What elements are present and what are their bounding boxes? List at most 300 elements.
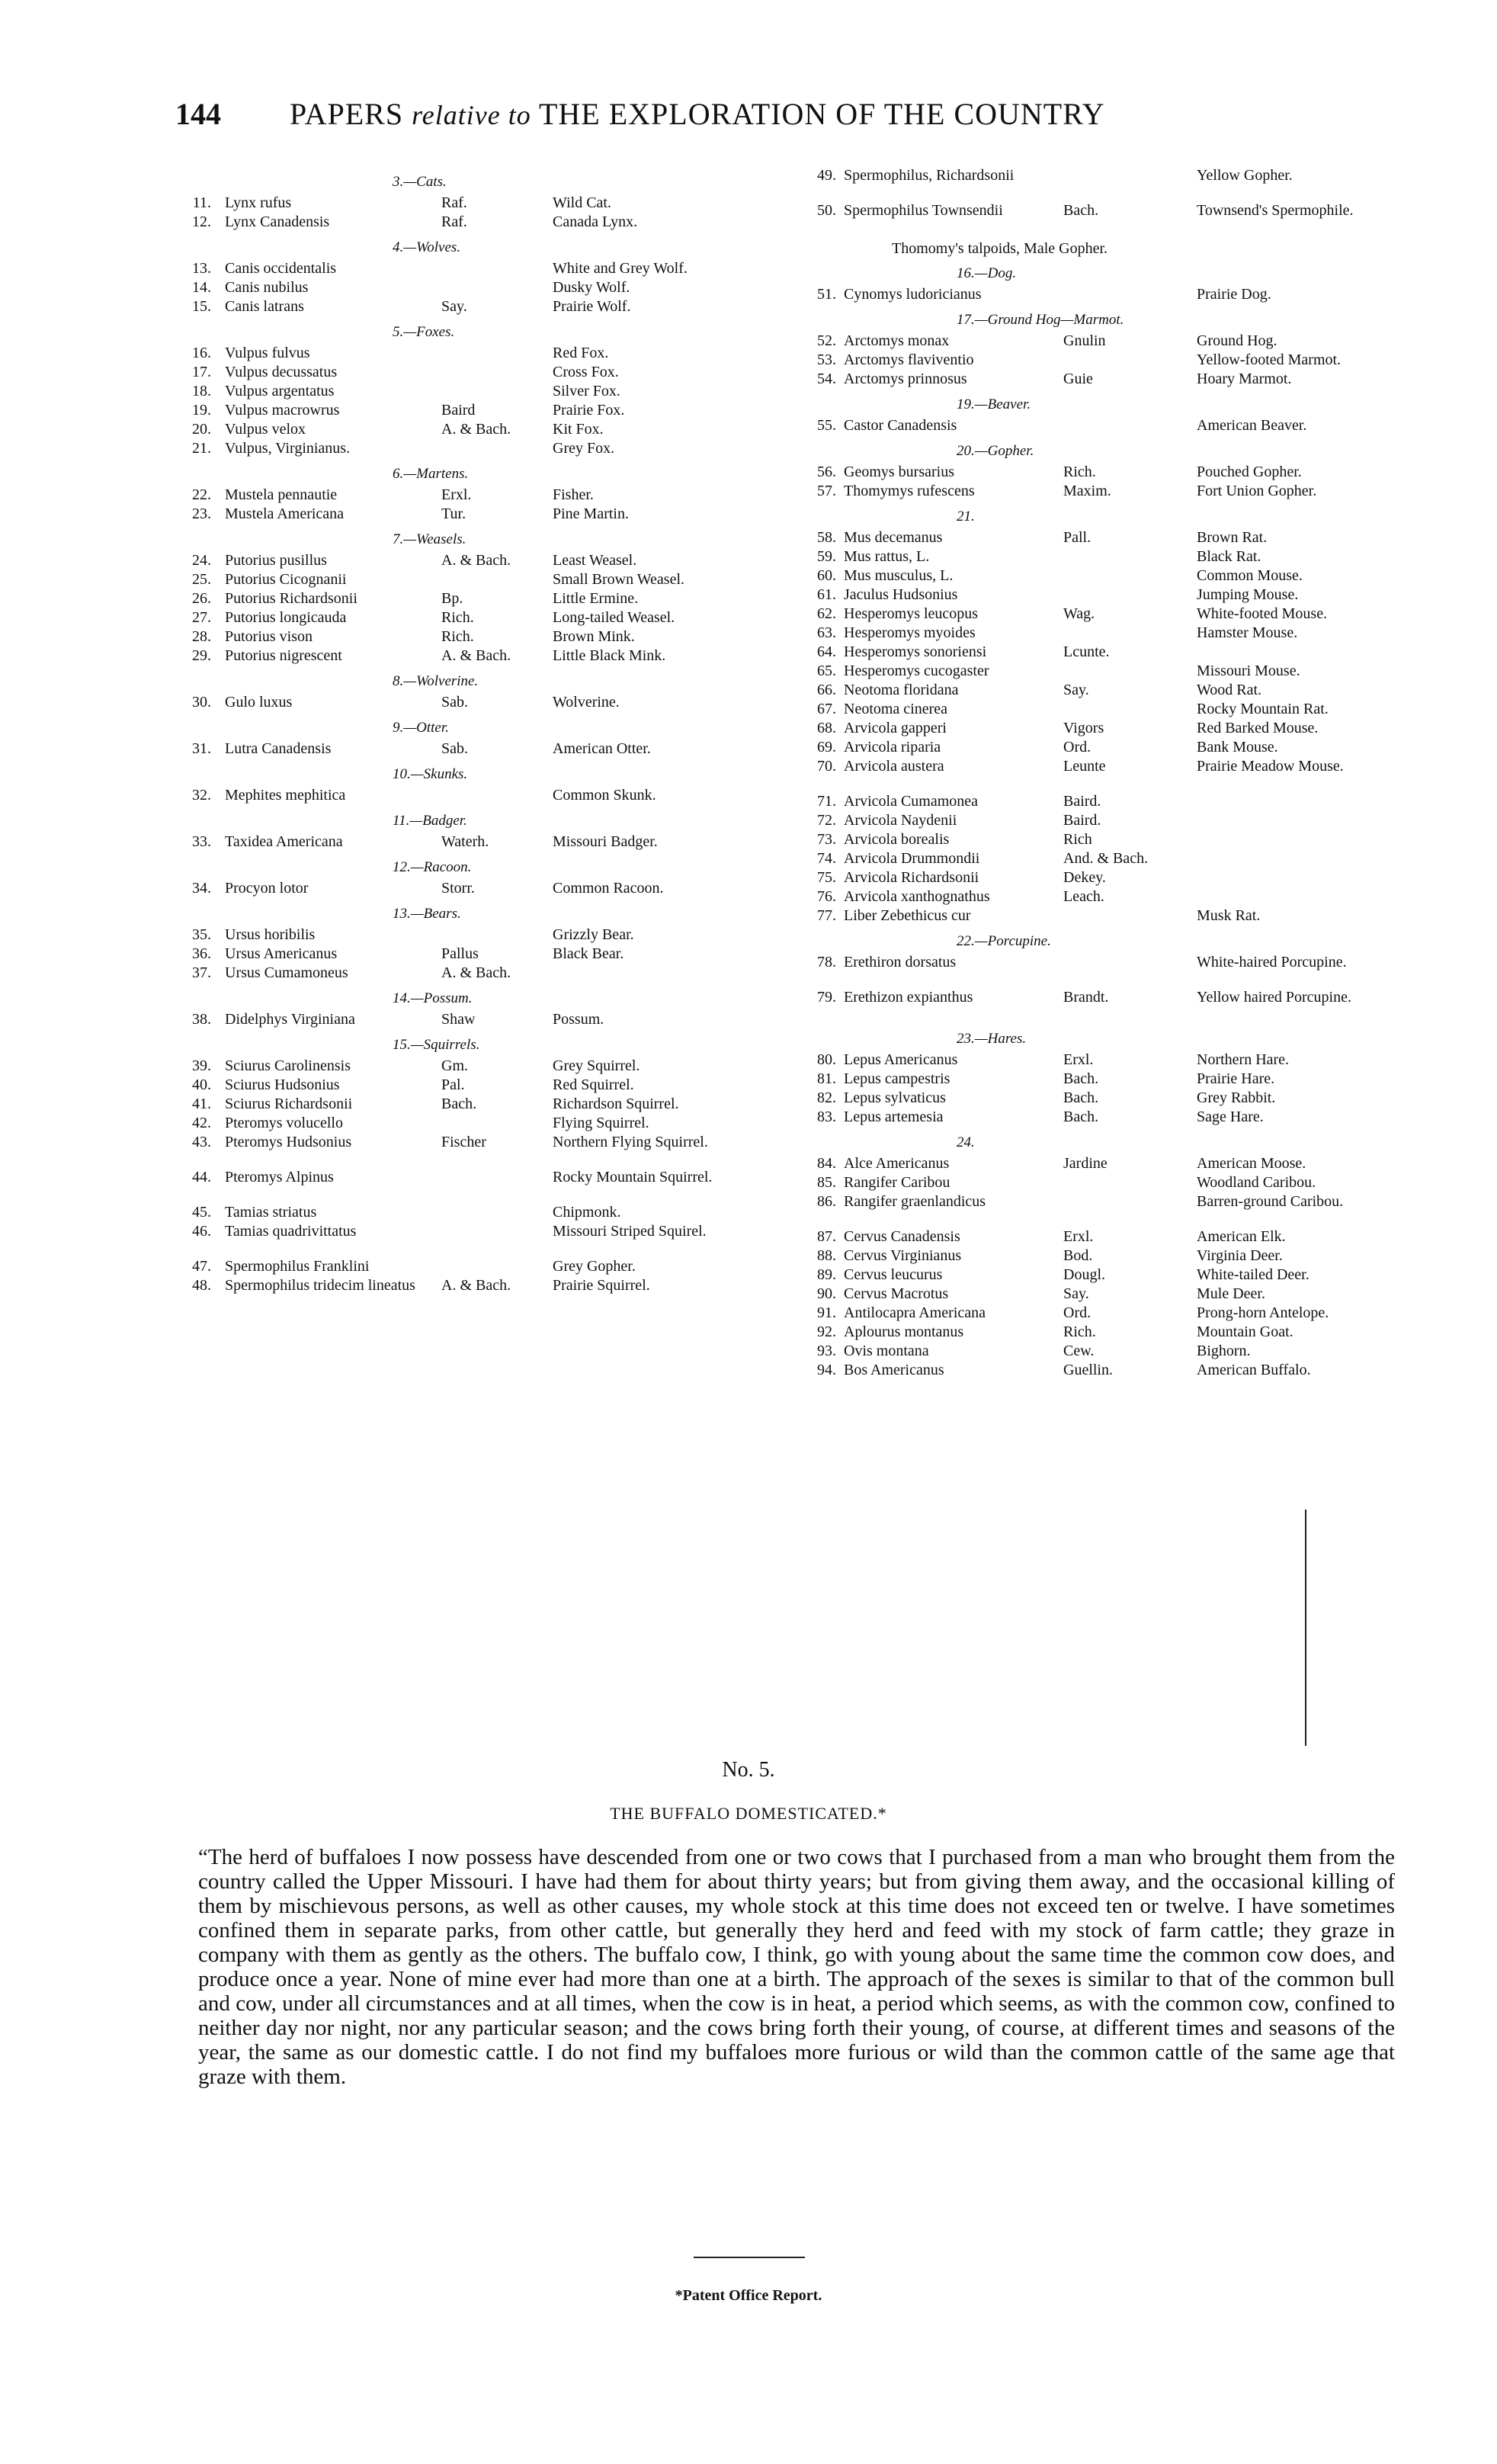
- group-heading: [171, 760, 751, 788]
- group-heading: [171, 233, 751, 261]
- group-heading: [797, 259, 1383, 287]
- species-author: Guellin.: [1063, 1362, 1113, 1378]
- species-row: [171, 1205, 751, 1224]
- species-number: 87.: [817, 1228, 836, 1245]
- species-author: Dougl.: [1063, 1266, 1105, 1283]
- species-row: [797, 587, 1383, 606]
- species-author: Fischer: [441, 1134, 486, 1150]
- species-number: 60.: [817, 567, 836, 584]
- species-number: 88.: [817, 1247, 836, 1264]
- group-heading: [171, 1031, 751, 1058]
- species-number: 19.: [192, 402, 211, 419]
- species-name: Hesperomys sonoriensi: [844, 643, 987, 660]
- species-number: 17.: [192, 364, 211, 380]
- species-name: Hesperomys cucogaster: [844, 663, 989, 679]
- species-row: [797, 464, 1383, 483]
- species-row: [171, 1169, 751, 1205]
- species-row: [797, 720, 1383, 740]
- group-heading: [171, 714, 751, 741]
- species-name: Antilocapra Americana: [844, 1304, 986, 1321]
- common-name: Prairie Squirrel.: [553, 1277, 650, 1294]
- species-author: Rich.: [441, 609, 474, 626]
- species-name: Procyon lotor: [225, 880, 309, 897]
- species-number: 59.: [817, 548, 836, 565]
- species-number: 35.: [192, 926, 211, 943]
- species-number: 84.: [817, 1155, 836, 1172]
- species-number: 73.: [817, 831, 836, 848]
- species-row: [797, 1267, 1383, 1286]
- species-name: Putorius nigrescent: [225, 647, 342, 664]
- common-name: Rocky Mountain Squirrel.: [553, 1169, 713, 1185]
- group-heading: [797, 306, 1383, 333]
- group-heading-label: 4.—Wolves.: [393, 239, 461, 255]
- common-name: Bank Mouse.: [1197, 739, 1278, 756]
- species-number: 90.: [817, 1285, 836, 1302]
- species-row: [171, 553, 751, 572]
- section-title: THE BUFFALO DOMESTICATED.*: [610, 1804, 887, 1823]
- species-row: [797, 1052, 1383, 1071]
- species-name: Arvicola gapperi: [844, 720, 947, 736]
- species-row: [797, 287, 1383, 306]
- species-name: Erethiron dorsatus: [844, 954, 957, 971]
- species-number: 26.: [192, 590, 211, 607]
- species-name: Arvicola xanthognathus: [844, 888, 990, 905]
- species-author: A. & Bach.: [441, 421, 511, 438]
- species-row: [797, 333, 1383, 352]
- species-row: [797, 1229, 1383, 1248]
- species-name: Aplourus montanus: [844, 1323, 964, 1340]
- common-name: Woodland Caribou.: [1197, 1174, 1316, 1191]
- common-name: Hamster Mouse.: [1197, 624, 1298, 641]
- species-number: 25.: [192, 571, 211, 588]
- species-row: [171, 345, 751, 364]
- species-author: Raf.: [441, 194, 467, 211]
- common-name: Missouri Striped Squirel.: [553, 1223, 707, 1240]
- common-name: American Otter.: [553, 740, 651, 757]
- species-author: Erxl.: [1063, 1051, 1094, 1068]
- species-name: Mus musculus, L.: [844, 567, 954, 584]
- species-number: 47.: [192, 1258, 211, 1275]
- species-name: Neotoma floridana: [844, 682, 959, 698]
- species-number: 68.: [817, 720, 836, 736]
- common-name: Red Fox.: [553, 345, 609, 361]
- group-heading-label: 19.—Beaver.: [957, 396, 1031, 412]
- species-number: 81.: [817, 1070, 836, 1087]
- group-heading: [171, 525, 751, 553]
- group-heading-label: 11.—Badger.: [393, 813, 467, 829]
- list-note: [797, 238, 1383, 259]
- species-number: 91.: [817, 1304, 836, 1321]
- species-row: [797, 1324, 1383, 1343]
- common-name: Musk Rat.: [1197, 907, 1261, 924]
- group-heading-label: 10.—Skunks.: [393, 766, 468, 782]
- species-author: Gnulin: [1063, 332, 1106, 349]
- species-name: Arvicola borealis: [844, 831, 950, 848]
- species-row: [797, 483, 1383, 502]
- species-row: [797, 832, 1383, 851]
- species-name: Spermophilus Franklini: [225, 1258, 370, 1275]
- group-heading-label: 17.—Ground Hog—Marmot.: [957, 312, 1124, 328]
- species-name: Taxidea Americana: [225, 833, 343, 850]
- species-name: Canis nubilus: [225, 279, 309, 296]
- common-name: Yellow-footed Marmot.: [1197, 351, 1342, 368]
- species-name: Jaculus Hudsonius: [844, 586, 958, 603]
- species-name: Bos Americanus: [844, 1362, 944, 1378]
- common-name: White-tailed Deer.: [1197, 1266, 1309, 1283]
- species-row: [171, 927, 751, 946]
- species-author: Bach.: [1063, 202, 1099, 219]
- common-name: Brown Mink.: [553, 628, 635, 645]
- species-row: [171, 1058, 751, 1077]
- species-number: 93.: [817, 1343, 836, 1359]
- species-number: 43.: [192, 1134, 211, 1150]
- group-heading: [171, 900, 751, 927]
- species-name: Rangifer graenlandicus: [844, 1193, 986, 1210]
- species-name: Tamias striatus: [225, 1204, 317, 1221]
- common-name: American Beaver.: [1197, 417, 1307, 434]
- common-name: Possum.: [553, 1011, 604, 1028]
- species-name: Lepus artemesia: [844, 1108, 944, 1125]
- species-name: Alce Americanus: [844, 1155, 950, 1172]
- common-name: Hoary Marmot.: [1197, 371, 1292, 387]
- group-heading: [171, 318, 751, 345]
- species-number: 78.: [817, 954, 836, 971]
- species-number: 86.: [817, 1193, 836, 1210]
- species-name: Spermophilus Townsendii: [844, 202, 1003, 219]
- group-heading: [171, 853, 751, 881]
- species-number: 18.: [192, 383, 211, 399]
- species-author: Say.: [1063, 682, 1089, 698]
- species-row: [171, 403, 751, 422]
- species-number: 46.: [192, 1223, 211, 1240]
- common-name: Wild Cat.: [553, 194, 611, 211]
- species-author: Leach.: [1063, 888, 1104, 905]
- common-name: Bighorn.: [1197, 1343, 1251, 1359]
- species-row: [171, 1259, 751, 1278]
- species-number: 49.: [817, 167, 836, 184]
- common-name: Silver Fox.: [553, 383, 620, 399]
- species-row: [797, 759, 1383, 794]
- species-number: 38.: [192, 1011, 211, 1028]
- species-row: [797, 851, 1383, 870]
- species-row: [171, 1278, 751, 1313]
- species-name: Pteromys Hudsonius: [225, 1134, 352, 1150]
- species-author: Baird.: [1063, 812, 1101, 829]
- species-name: Sciurus Carolinensis: [225, 1057, 351, 1074]
- species-row: [797, 908, 1383, 927]
- group-heading-label: 22.—Porcupine.: [957, 933, 1051, 949]
- common-name: Kit Fox.: [553, 421, 604, 438]
- species-number: 75.: [817, 869, 836, 886]
- species-author: Cew.: [1063, 1343, 1095, 1359]
- species-author: Erxl.: [1063, 1228, 1094, 1245]
- species-name: Pteromys volucello: [225, 1115, 343, 1131]
- species-row: [797, 530, 1383, 549]
- species-name: Vulpus, Virginianus.: [225, 440, 351, 457]
- species-name: Ursus horibilis: [225, 926, 316, 943]
- species-author: Pallus: [441, 945, 479, 962]
- species-number: 27.: [192, 609, 211, 626]
- species-number: 41.: [192, 1096, 211, 1112]
- species-name: Arvicola Naydenii: [844, 812, 957, 829]
- species-name: Cervus Virginianus: [844, 1247, 962, 1264]
- group-heading: [797, 927, 1383, 954]
- common-name: Ground Hog.: [1197, 332, 1277, 349]
- species-author: Leunte: [1063, 758, 1106, 775]
- species-row: [171, 1077, 751, 1096]
- species-row: [797, 794, 1383, 813]
- species-name: Sciurus Richardsonii: [225, 1096, 353, 1112]
- species-row: [797, 1286, 1383, 1305]
- common-name: Townsend's Spermophile.: [1197, 202, 1354, 219]
- species-name: Ursus Americanus: [225, 945, 338, 962]
- species-author: And. & Bach.: [1063, 850, 1149, 867]
- species-number: 23.: [192, 505, 211, 522]
- common-name: Mule Deer.: [1197, 1285, 1265, 1302]
- species-name: Cynomys ludoricianus: [844, 286, 982, 303]
- species-author: Bach.: [441, 1096, 477, 1112]
- list-note-text: Thomomy's talpoids, Male Gopher.: [892, 240, 1108, 257]
- species-number: 72.: [817, 812, 836, 829]
- species-name: Lutra Canadensis: [225, 740, 332, 757]
- common-name: Common Racoon.: [553, 880, 664, 897]
- species-name: Hesperomys myoides: [844, 624, 976, 641]
- species-row: [797, 168, 1383, 203]
- group-heading-label: 7.—Weasels.: [393, 531, 466, 547]
- species-name: Liber Zebethicus cur: [844, 907, 971, 924]
- species-name: Arvicola riparia: [844, 739, 941, 756]
- species-name: Canis occidentalis: [225, 260, 337, 277]
- species-author: Pall.: [1063, 529, 1091, 546]
- species-name: Geomys bursarius: [844, 464, 954, 480]
- common-name: Wood Rat.: [1197, 682, 1262, 698]
- species-row: [797, 1248, 1383, 1267]
- common-name: Cross Fox.: [553, 364, 619, 380]
- species-number: 82.: [817, 1089, 836, 1106]
- group-heading: [171, 460, 751, 487]
- common-name: White and Grey Wolf.: [553, 260, 688, 277]
- species-number: 71.: [817, 793, 836, 810]
- species-author: Pal.: [441, 1076, 465, 1093]
- species-number: 63.: [817, 624, 836, 641]
- running-title-part: THE EXPLORATION OF THE COUNTRY: [538, 97, 1105, 131]
- group-heading-label: 24.: [957, 1134, 975, 1150]
- species-name: Vulpus velox: [225, 421, 306, 438]
- common-name: Jumping Mouse.: [1197, 586, 1299, 603]
- species-row: [171, 487, 751, 506]
- species-number: 56.: [817, 464, 836, 480]
- common-name: White-footed Mouse.: [1197, 605, 1328, 622]
- species-number: 32.: [192, 787, 211, 804]
- common-name: White-haired Porcupine.: [1197, 954, 1347, 971]
- group-heading-label: 13.—Bears.: [393, 906, 461, 922]
- species-number: 76.: [817, 888, 836, 905]
- species-author: Sab.: [441, 694, 468, 711]
- species-name: Castor Canadensis: [844, 417, 957, 434]
- common-name: Grey Squirrel.: [553, 1057, 640, 1074]
- common-name: Grey Fox.: [553, 440, 615, 457]
- species-name: Vulpus argentatus: [225, 383, 335, 399]
- species-name: Rangifer Caribou: [844, 1174, 950, 1191]
- species-name: Erethizon expianthus: [844, 989, 973, 1006]
- species-number: 48.: [192, 1277, 211, 1294]
- species-author: Rich.: [441, 628, 474, 645]
- species-row: [797, 1362, 1383, 1381]
- species-name: Didelphys Virginiana: [225, 1011, 355, 1028]
- species-row: [171, 364, 751, 383]
- species-name: Putorius Richardsonii: [225, 590, 357, 607]
- species-row: [171, 1224, 751, 1259]
- common-name: American Moose.: [1197, 1155, 1306, 1172]
- species-row: [797, 418, 1383, 437]
- species-name: Arctomys flaviventio: [844, 351, 974, 368]
- species-author: Baird: [441, 402, 476, 419]
- species-name: Mephites mephitica: [225, 787, 346, 804]
- running-title-italic: relative to: [412, 100, 531, 130]
- species-row: [171, 946, 751, 965]
- species-row: [171, 610, 751, 629]
- group-heading: [797, 502, 1383, 530]
- common-name: Red Squirrel.: [553, 1076, 634, 1093]
- species-number: 52.: [817, 332, 836, 349]
- species-author: Say.: [441, 298, 467, 315]
- species-row: [797, 203, 1383, 238]
- species-number: 74.: [817, 850, 836, 867]
- species-author: Vigors: [1063, 720, 1104, 736]
- species-number: 29.: [192, 647, 211, 664]
- footnote: *Patent Office Report.: [675, 2287, 822, 2304]
- species-number: 83.: [817, 1108, 836, 1125]
- species-name: Mustela pennautie: [225, 486, 338, 503]
- common-name: Pouched Gopher.: [1197, 464, 1302, 480]
- species-number: 36.: [192, 945, 211, 962]
- species-name: Lynx Canadensis: [225, 213, 330, 230]
- group-heading-label: 14.—Possum.: [393, 990, 473, 1006]
- running-title-part: PAPERS: [290, 97, 404, 131]
- common-name: Common Skunk.: [553, 787, 656, 804]
- species-name: Lepus sylvaticus: [844, 1089, 946, 1106]
- species-row: [171, 280, 751, 299]
- species-row: [171, 572, 751, 591]
- species-name: Cervus leucurus: [844, 1266, 943, 1283]
- common-name: Black Bear.: [553, 945, 624, 962]
- common-name: Prairie Meadow Mouse.: [1197, 758, 1344, 775]
- species-row: [171, 1115, 751, 1134]
- species-list-left-column: [171, 168, 751, 1313]
- common-name: Pine Martin.: [553, 505, 629, 522]
- group-heading-label: 12.—Racoon.: [393, 859, 472, 875]
- species-number: 40.: [192, 1076, 211, 1093]
- species-number: 11.: [192, 194, 211, 211]
- species-name: Tamias quadrivittatus: [225, 1223, 357, 1240]
- section-number: No. 5.: [722, 1758, 775, 1782]
- group-heading-label: 8.—Wolverine.: [393, 673, 479, 689]
- common-name: Chipmonk.: [553, 1204, 621, 1221]
- species-row: [171, 195, 751, 214]
- species-name: Arctomys monax: [844, 332, 950, 349]
- species-name: Arctomys prinnosus: [844, 371, 967, 387]
- species-row: [797, 1305, 1383, 1324]
- page-number: 144: [175, 97, 221, 131]
- common-name: Grizzly Bear.: [553, 926, 634, 943]
- common-name: Barren-ground Caribou.: [1197, 1193, 1344, 1210]
- common-name: Grey Gopher.: [553, 1258, 636, 1275]
- species-number: 31.: [192, 740, 211, 757]
- species-number: 14.: [192, 279, 211, 296]
- common-name: Prairie Wolf.: [553, 298, 631, 315]
- species-number: 64.: [817, 643, 836, 660]
- species-row: [797, 990, 1383, 1025]
- species-author: Guie: [1063, 371, 1093, 387]
- species-name: Spermophilus tridecim lineatus: [225, 1277, 415, 1294]
- species-row: [797, 663, 1383, 682]
- species-number: 79.: [817, 989, 836, 1006]
- species-row: [797, 371, 1383, 390]
- species-name: Lynx rufus: [225, 194, 292, 211]
- species-number: 65.: [817, 663, 836, 679]
- species-number: 69.: [817, 739, 836, 756]
- common-name: Rocky Mountain Rat.: [1197, 701, 1329, 717]
- species-author: Storr.: [441, 880, 475, 897]
- common-name: Northern Flying Squirrel.: [553, 1134, 708, 1150]
- species-number: 54.: [817, 371, 836, 387]
- species-row: [171, 834, 751, 853]
- species-author: Tur.: [441, 505, 466, 522]
- species-author: A. & Bach.: [441, 647, 511, 664]
- species-author: Bach.: [1063, 1070, 1099, 1087]
- species-author: Bp.: [441, 590, 463, 607]
- margin-rule: [1305, 1510, 1306, 1746]
- species-number: 66.: [817, 682, 836, 698]
- common-name: Prairie Fox.: [553, 402, 625, 419]
- common-name: Wolverine.: [553, 694, 620, 711]
- species-row: [797, 682, 1383, 701]
- species-author: A. & Bach.: [441, 552, 511, 569]
- species-row: [797, 644, 1383, 663]
- species-row: [797, 1156, 1383, 1175]
- species-row: [171, 695, 751, 714]
- species-author: Rich.: [1063, 464, 1096, 480]
- species-row: [797, 1109, 1383, 1128]
- common-name: Prong-horn Antelope.: [1197, 1304, 1329, 1321]
- common-name: Missouri Mouse.: [1197, 663, 1300, 679]
- species-name: Mus decemanus: [844, 529, 943, 546]
- common-name: Black Rat.: [1197, 548, 1261, 565]
- common-name: Small Brown Weasel.: [553, 571, 684, 588]
- common-name: Yellow Gopher.: [1197, 167, 1293, 184]
- group-heading: [171, 984, 751, 1012]
- species-row: [797, 740, 1383, 759]
- species-name: Mustela Americana: [225, 505, 345, 522]
- species-name: Spermophilus, Richardsonii: [844, 167, 1015, 184]
- group-heading: [797, 390, 1383, 418]
- species-row: [797, 568, 1383, 587]
- common-name: Fort Union Gopher.: [1197, 483, 1317, 499]
- species-list-right-column: [797, 168, 1383, 1381]
- species-row: [797, 1194, 1383, 1229]
- species-author: Bach.: [1063, 1089, 1099, 1106]
- common-name: Northern Hare.: [1197, 1051, 1290, 1068]
- common-name: Least Weasel.: [553, 552, 637, 569]
- common-name: Virginia Deer.: [1197, 1247, 1283, 1264]
- species-number: 92.: [817, 1323, 836, 1340]
- species-row: [171, 299, 751, 318]
- running-title: [290, 96, 1105, 132]
- group-heading: [171, 168, 751, 195]
- species-row: [171, 383, 751, 403]
- species-row: [797, 625, 1383, 644]
- common-name: Little Ermine.: [553, 590, 639, 607]
